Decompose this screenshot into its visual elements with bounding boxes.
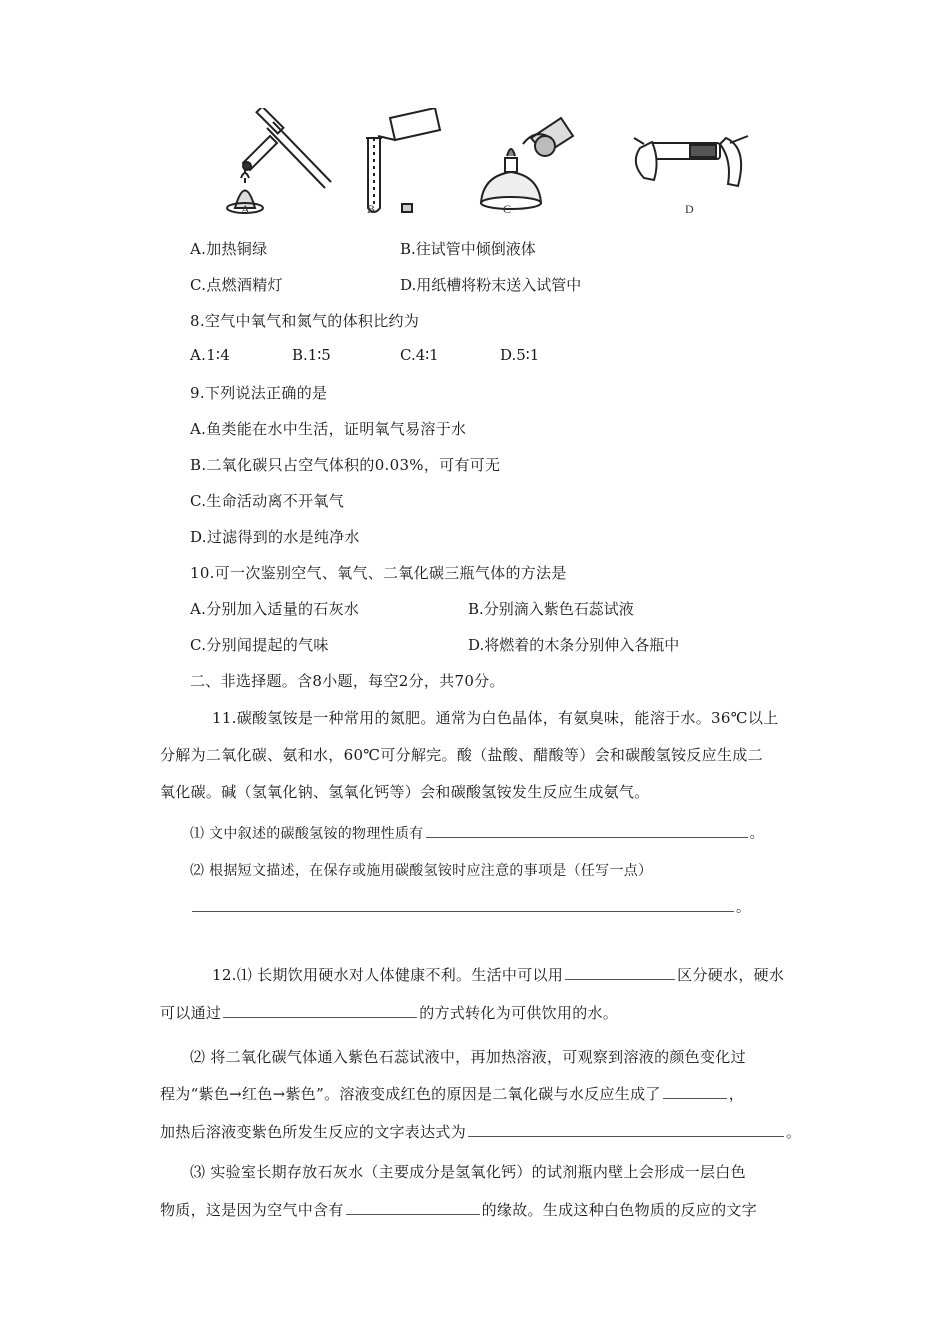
q11-sub1-end: 。	[749, 826, 764, 842]
figure-label-c: C	[503, 202, 512, 216]
q12-p3-line-2	[160, 1199, 757, 1220]
q12-p3-b-end: 的缘故。生成这种白色物质的反应的文字	[481, 1201, 758, 1219]
figure-d-trough-icon	[630, 108, 755, 198]
q8-option-b: B.1∶5	[292, 346, 331, 364]
q11-sub2-blank[interactable]	[192, 897, 734, 912]
q12-p1-line-2	[160, 1002, 618, 1023]
q12-blank-4[interactable]	[468, 1122, 784, 1137]
q11-sub2-answer	[190, 897, 750, 917]
apparatus-figures	[215, 108, 755, 223]
figure-label-b: B	[367, 202, 376, 216]
q12-p1-d: 的方式转化为可供饮用的水。	[419, 1004, 619, 1022]
q12-p2-line-3	[160, 1121, 801, 1142]
q12-p1-a: 12.⑴ 长期饮用硬水对人体健康不利。生活中可以用	[212, 966, 564, 984]
figure-a-heating-icon	[215, 108, 335, 218]
q12-p1-b: 区分硬水，硬水	[677, 966, 785, 984]
q11-line-2: 分解为二氧化碳、氨和水，60℃可分解完。酸（盐酸、醋酸等）会和碳酸氢铵反应生成二	[160, 746, 763, 764]
q7-option-d: D.用纸槽将粉末送入试管中	[400, 276, 582, 294]
q11-sub1	[190, 823, 764, 843]
q7-option-a: A.加热铜绿	[190, 240, 268, 258]
q10-stem: 10.可一次鉴别空气、氧气、二氧化碳三瓶气体的方法是	[190, 564, 567, 582]
figure-c-lamp-icon	[473, 108, 583, 218]
q10-option-d: D.将燃着的木条分别伸入各瓶中	[468, 636, 680, 654]
q9-stem: 9.下列说法正确的是	[190, 384, 328, 402]
q9-option-a: A.鱼类能在水中生活，证明氧气易溶于水	[190, 420, 467, 438]
q12-p2-c-end: 。	[786, 1123, 802, 1141]
q9-option-c: C.生命活动离不开氧气	[190, 492, 345, 510]
q11-sub1-blank[interactable]	[426, 823, 748, 838]
figure-label-d: D	[685, 202, 694, 216]
q12-p3-b: 物质，这是因为空气中含有	[160, 1201, 344, 1219]
q12-blank-5[interactable]	[346, 1200, 480, 1215]
q9-option-b: B.二氧化碳只占空气体积的0.03%，可有可无	[190, 456, 501, 474]
q7-option-b: B.往试管中倾倒液体	[400, 240, 536, 258]
q12-blank-3[interactable]	[663, 1084, 727, 1099]
q11-sub2: ⑵ 根据短文描述，在保存或施用碳酸氢铵时应注意的事项是（任写一点）	[190, 863, 653, 879]
q12-p1-line-1	[212, 964, 784, 985]
q12-blank-1[interactable]	[565, 965, 675, 980]
q9-option-d: D.过滤得到的水是纯净水	[190, 528, 360, 546]
q7-option-c: C.点燃酒精灯	[190, 276, 283, 294]
q11-line-1: 11.碳酸氢铵是一种常用的氮肥。通常为白色晶体，有氨臭味，能溶于水。36℃以上	[212, 709, 779, 727]
q11-sub2-end: 。	[736, 900, 751, 916]
q12-blank-2[interactable]	[223, 1003, 417, 1018]
q10-option-b: B.分别滴入紫色石蕊试液	[468, 600, 634, 618]
q10-option-c: C.分别闻提起的气味	[190, 636, 329, 654]
q12-p2-b-end: ，	[728, 1085, 744, 1103]
q10-option-a: A.分别加入适量的石灰水	[190, 600, 360, 618]
q8-stem: 8.空气中氧气和氮气的体积比约为	[190, 312, 420, 330]
q11-line-3: 氧化碳。碱（氢氧化钠、氢氧化钙等）会和碳酸氢铵发生反应生成氨气。	[160, 783, 650, 801]
q8-option-a: A.1∶4	[190, 346, 231, 364]
figure-label-a: A	[241, 202, 250, 216]
q11-sub1-text: ⑴ 文中叙述的碳酸氢铵的物理性质有	[190, 826, 424, 842]
q12-p2-line-1: ⑵ 将二氧化碳气体通入紫色石蕊试液中，再加热溶液，可观察到溶液的颜色变化过	[190, 1048, 746, 1066]
section-2-heading: 二、非选择题。含8小题，每空2分，共70分。	[190, 672, 505, 690]
q8-option-d: D.5∶1	[500, 346, 540, 364]
q12-p1-c: 可以通过	[160, 1004, 222, 1022]
q8-option-c: C.4∶1	[400, 346, 439, 364]
q12-p3-line-1: ⑶ 实验室长期存放石灰水（主要成分是氢氧化钙）的试剂瓶内壁上会形成一层白色	[190, 1163, 746, 1181]
q12-p2-b: 程为“紫色→红色→紫色”。溶液变成红色的原因是二氧化碳与水反应生成了	[160, 1085, 661, 1103]
q12-p2-line-2	[160, 1083, 744, 1104]
q12-p2-c: 加热后溶液变紫色所发生反应的文字表达式为	[160, 1123, 467, 1141]
